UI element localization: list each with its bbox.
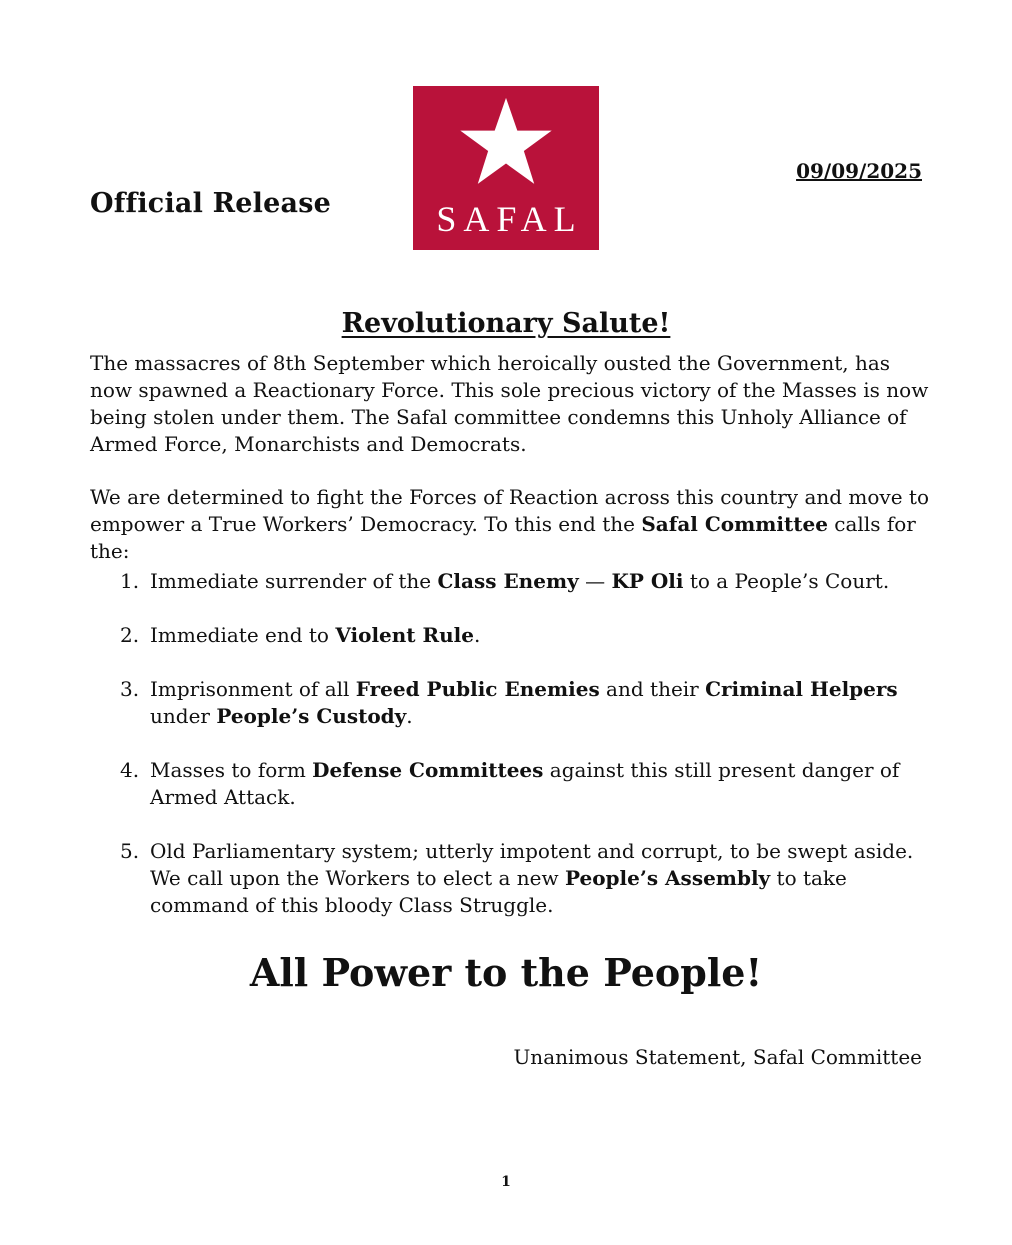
list-number: 5. — [120, 839, 140, 863]
list-text: Old Parliamentary system; utterly impotent and corrupt, to be swept aside. We call upon the Workers to elect a new — [150, 839, 914, 890]
list-text: Masses to form — [150, 758, 313, 782]
list-text: under — [150, 704, 217, 728]
release-date: 09/09/2025 — [796, 159, 922, 183]
call-text-bold: Safal Committee — [641, 512, 828, 536]
list-text-bold: People’s Assembly — [564, 866, 771, 890]
list-text-bold: Defense Committees — [312, 758, 544, 782]
intro-paragraph: The massacres of 8th September which heroically ousted the Government, has now spawned a Reactionary Force. This sole precious victory of the Masses is now being stolen under them. The Safal committee condemns this Unholy Alliance of Armed Force, Monarchists and Democrats. — [90, 351, 929, 456]
list-text-bold: Freed Public Enemies — [355, 677, 600, 701]
demands-list — [90, 568, 930, 919]
list-text: to take command of this bloody Class Struggle. — [150, 866, 847, 917]
list-text-bold: Criminal Helpers — [705, 677, 898, 701]
list-item — [90, 568, 930, 595]
list-text: and their — [599, 677, 706, 701]
page-title: Revolutionary Salute! — [341, 308, 671, 339]
list-text-bold: KP Oli — [611, 569, 684, 593]
safal-logo — [413, 86, 599, 250]
page-number: 1 — [501, 1174, 511, 1190]
list-text: against this still present danger of Armed Attack. — [150, 758, 900, 809]
list-text: Imprisonment of all — [150, 677, 356, 701]
list-number: 4. — [120, 758, 140, 782]
list-text: Immediate end to — [150, 623, 336, 647]
list-text: — — [578, 569, 612, 593]
list-text: . — [474, 623, 481, 647]
list-text: to a People’s Court. — [683, 569, 890, 593]
list-item — [90, 622, 930, 649]
list-number: 1. — [120, 569, 140, 593]
list-number: 3. — [120, 677, 140, 701]
closing-slogan: All Power to the People! — [249, 950, 763, 995]
list-item — [90, 838, 930, 919]
call-text-after: calls for the: — [90, 512, 916, 563]
star-icon — [458, 94, 554, 190]
official-release-label: Official Release — [90, 188, 331, 219]
signature-line: Unanimous Statement, Safal Committee — [513, 1045, 922, 1069]
call-text-before: We are determined to fight the Forces of Reaction across this country and move to empower a True Workers’ Democracy. To this end the — [90, 485, 929, 536]
list-item — [90, 757, 930, 811]
list-text: Immediate surrender of the — [150, 569, 438, 593]
list-number: 2. — [120, 623, 140, 647]
list-text-bold: Class Enemy — [437, 569, 579, 593]
list-text-bold: Violent Rule — [335, 623, 474, 647]
list-item — [90, 676, 930, 730]
list-text: . — [406, 704, 413, 728]
logo-wordmark: SAFAL — [436, 199, 583, 239]
list-text-bold: People’s Custody — [216, 704, 407, 728]
call-paragraph — [90, 484, 930, 565]
